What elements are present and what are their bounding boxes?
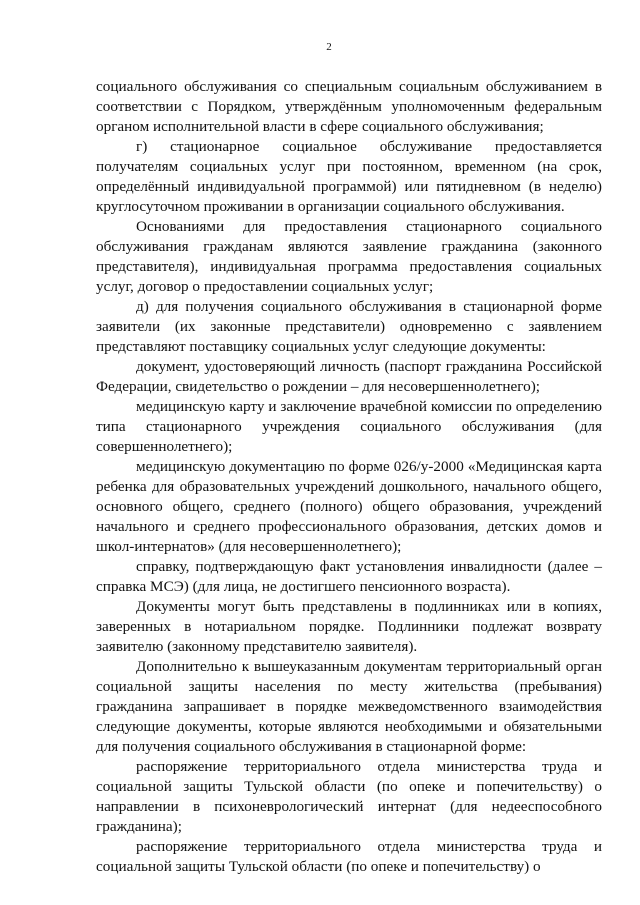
paragraph-medical-card: медицинскую карту и заключение врачебной комиссии по определению типа стационарного учреждения социального обслуживания (для совершеннолетнего); <box>96 398 602 455</box>
paragraph-document-copies: Документы могут быть представлены в подлинниках или в копиях, заверенных в нотариальном порядке. Подлинники подлежат возврату заявителю (законному представителю заявителя). <box>96 598 602 655</box>
paragraph-disability-certificate: справку, подтверждающую факт установления инвалидности (далее – справка МСЭ) (для лица, не достигшего пенсионного возраста). <box>96 558 602 595</box>
page-number: 2 <box>326 41 332 53</box>
paragraph-interagency-request: Дополнительно к вышеуказанным документам территориальный орган социальной защиты населения по месту жительства (пребывания) гражданина запрашивает в порядке межведомственного взаимодействия следующие документы, которые являются необходимыми и обязательными для получения социального обслуживания в стационарной форме: <box>96 658 602 755</box>
paragraph-grounds: Основаниями для предоставления стационарного социального обслуживания гражданам являются заявление гражданина (законного представителя), индивидуальная программа предоставления социальных услуг, договор о предоставлении социальных услуг; <box>96 218 602 295</box>
paragraph-medical-documentation: медицинскую документацию по форме 026/у-2000 «Медицинская карта ребенка для образовательных учреждений дошкольного, начального общего, основного общего, среднего (полного) общего образования, учреждений начального и среднего профессионального образования, детских домов и школ-интернатов» (для несовершеннолетнего); <box>96 458 602 555</box>
paragraph-item-g: г) стационарное социальное обслуживание предоставляется получателям социальных услуг при постоянном, временном (на срок, определённый индивидуальной программой) или пятидневном (в неделю) круглосуточном проживании в организации социального обслуживания. <box>96 138 602 215</box>
paragraph-continuation: социального обслуживания со специальным социальным обслуживанием в соответствии с Порядком, утверждённым уполномоченным федеральным органом исполнительной власти в сфере социального обслуживания; <box>96 78 602 135</box>
paragraph-guardianship-order-1: распоряжение территориального отдела министерства труда и социальной защиты Тульской области (по опеке и попечительству) о направлении в психоневрологический интернат (для недееспособного гражданина); <box>96 758 602 835</box>
paragraph-identity-document: документ, удостоверяющий личность (паспорт гражданина Российской Федерации, свидетельство о рождении – для несовершеннолетнего); <box>96 358 602 395</box>
paragraph-guardianship-order-2: распоряжение территориального отдела министерства труда и социальной защиты Тульской области (по опеке и попечительству) о <box>96 838 602 875</box>
paragraph-item-d: д) для получения социального обслуживания в стационарной форме заявители (их законные представители) одновременно с заявлением представляют поставщику социальных услуг следующие документы: <box>96 298 602 355</box>
